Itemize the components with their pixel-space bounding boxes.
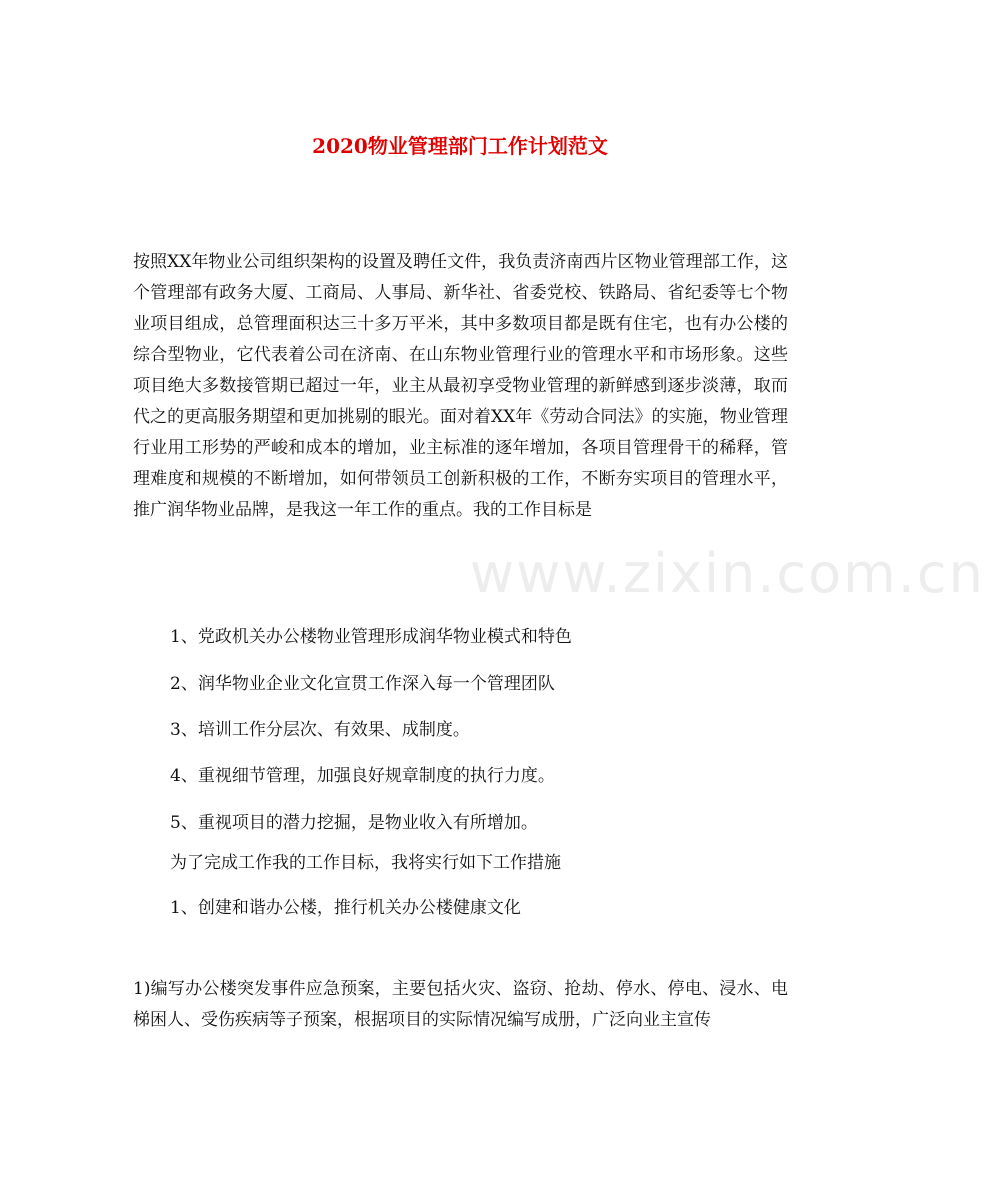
goal-item-1: 1、党政机关办公楼物业管理形成润华物业模式和特色 [170, 627, 572, 647]
intro-paragraph: 按照XX年物业公司组织架构的设置及聘任文件，我负责济南西片区物业管理部工作，这个管理部有政务大厦、工商局、人事局、新华社、省委党校、铁路局、省纪委等七个物业项目组成，总管理面积达三十多万平米，其中多数项目都是既有住宅，也有办公楼的综合型物业，它代表着公司在济南、在山东物业管理行业的管理水平和市场形象。这些项目绝大多数接管期已超过一年，业主从最初享受物业管理的新鲜感到逐步淡薄，取而代之的更高服务期望和更加挑剔的眼光。面对着XX年《劳动合同法》的实施，物业管理行业用工形势的严峻和成本的增加，业主标准的逐年增加，各项目管理骨干的稀释，管理难度和规模的不断增加，如何带领员工创新积极的工作，不断夯实项目的管理水平，推广润华物业品牌，是我这一年工作的重点。我的工作目标是 [133, 252, 788, 520]
measures-intro: 为了完成工作我的工作目标，我将实行如下工作措施 [170, 853, 561, 873]
sub-paragraph: 1)编写办公楼突发事件应急预案，主要包括火灾、盗窃、抢劫、停水、停电、浸水、电梯困人、受伤疾病等子预案，根据项目的实际情况编写成册，广泛向业主宣传 [133, 979, 788, 1030]
goal-item-5: 5、重视项目的潜力挖掘，是物业收入有所增加。 [170, 813, 538, 833]
goal-item-2: 2、润华物业企业文化宣贯工作深入每一个管理团队 [170, 674, 555, 694]
watermark: www.zixin.com.cn [470, 542, 985, 605]
measure-heading-1: 1、创建和谐办公楼，推行机关办公楼健康文化 [170, 898, 521, 918]
document-title: 2020物业管理部门工作计划范文 [312, 134, 608, 158]
goal-item-3: 3、培训工作分层次、有效果、成制度。 [170, 720, 470, 740]
goal-item-4: 4、重视细节管理，加强良好规章制度的执行力度。 [170, 766, 555, 786]
